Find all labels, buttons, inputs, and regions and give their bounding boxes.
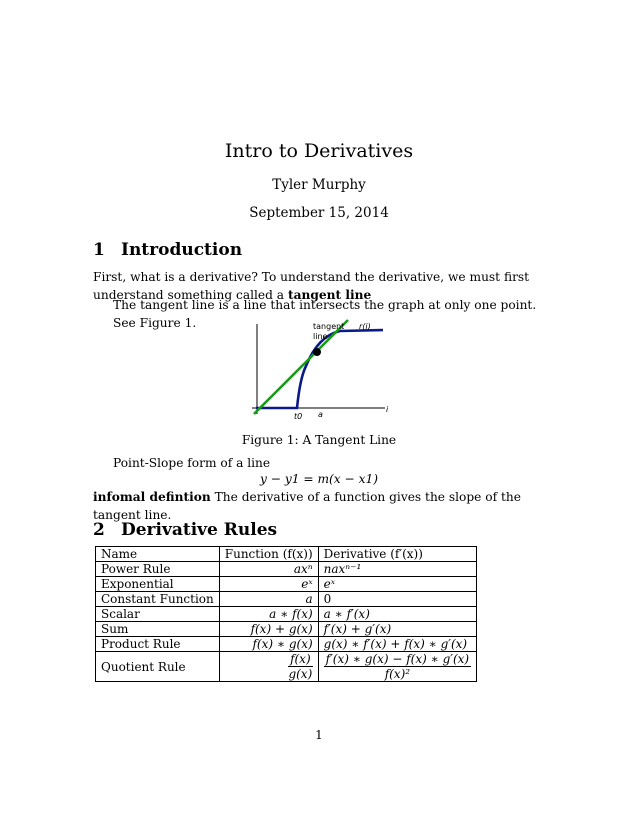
rule-name: Product Rule xyxy=(96,637,220,652)
informal-definition-text: The derivative of a function gives the slope of the tangent line. xyxy=(93,490,521,522)
curve-label: r(i) xyxy=(359,322,371,331)
rule-function: a xyxy=(219,592,318,607)
derivative-rules-table xyxy=(95,546,477,682)
rule-function: axⁿ xyxy=(219,562,318,577)
table-row xyxy=(96,592,477,607)
intro-p1-bold: tangent line xyxy=(287,288,372,302)
x-axis-label: i xyxy=(386,405,389,414)
informal-definition-label: infomal defintion xyxy=(93,490,211,504)
rule-derivative: f′(x) + g′(x) xyxy=(318,622,476,637)
informal-definition xyxy=(93,488,545,524)
rule-name: Exponential xyxy=(96,577,220,592)
intro-paragraph-2: The tangent line is a line that intersects the graph at only one point. See Figure 1. xyxy=(113,298,537,330)
fraction-denominator: g(x) xyxy=(288,667,313,681)
page-number: 1 xyxy=(315,728,323,742)
tangent-point xyxy=(313,348,321,356)
tangent-line-figure xyxy=(240,318,400,426)
rule-name: Quotient Rule xyxy=(96,652,220,682)
rule-function: f(x) ∗ g(x) xyxy=(219,637,318,652)
fraction-numerator: f′(x) ∗ g(x) − f(x) ∗ g′(x) xyxy=(325,652,470,666)
figure-caption: Figure 1: A Tangent Line xyxy=(241,433,397,447)
t0-label: t0 xyxy=(294,412,303,421)
section-title: Introduction xyxy=(121,240,243,260)
rule-function xyxy=(219,652,318,682)
rule-name: Scalar xyxy=(96,607,220,622)
table-row xyxy=(96,622,477,637)
rule-name: Sum xyxy=(96,622,220,637)
paper-date: September 15, 2014 xyxy=(249,205,389,221)
table-header-row xyxy=(96,547,477,562)
header-function: Function (f(x)) xyxy=(219,547,318,562)
rule-function: f(x) + g(x) xyxy=(219,622,318,637)
fraction-denominator: f(x)² xyxy=(384,667,411,681)
fraction-numerator: f(x) xyxy=(290,652,311,666)
table-row xyxy=(96,637,477,652)
rule-derivative: naxⁿ⁻¹ xyxy=(318,562,476,577)
rule-derivative xyxy=(318,652,476,682)
derivative-fraction xyxy=(324,652,471,681)
table-row xyxy=(96,562,477,577)
tangent-line xyxy=(254,320,348,414)
rule-derivative: eˣ xyxy=(318,577,476,592)
point-slope-label: Point-Slope form of a line xyxy=(113,456,271,470)
rule-name: Constant Function xyxy=(96,592,220,607)
rule-name: Power Rule xyxy=(96,562,220,577)
header-derivative: Derivative (f′(x)) xyxy=(318,547,476,562)
paper-author: Tyler Murphy xyxy=(272,177,366,193)
rule-derivative: a ∗ f′(x) xyxy=(318,607,476,622)
rule-function: eˣ xyxy=(219,577,318,592)
intro-p1-text: First, what is a derivative? To understand the derivative, we must first understand something called a xyxy=(93,270,530,302)
section-title: Derivative Rules xyxy=(121,520,278,540)
header-name: Name xyxy=(96,547,220,562)
rule-derivative: g(x) ∗ f′(x) + f(x) ∗ g′(x) xyxy=(318,637,476,652)
section-heading-derivative-rules xyxy=(93,520,277,540)
section-heading-introduction xyxy=(93,240,242,260)
point-slope-equation: y − y1 = m(x − x1) xyxy=(260,472,378,486)
table-row xyxy=(96,652,477,682)
paper-title: Intro to Derivatives xyxy=(224,140,414,162)
curve-r-of-i xyxy=(256,330,383,408)
section-number: 1 xyxy=(93,240,105,260)
table-row xyxy=(96,607,477,622)
rule-function: a ∗ f(x) xyxy=(219,607,318,622)
rule-derivative: 0 xyxy=(318,592,476,607)
function-fraction xyxy=(288,652,313,681)
tangent-label-2: line xyxy=(313,332,328,341)
table-row xyxy=(96,577,477,592)
tangent-label-1: tangent xyxy=(313,322,345,331)
section-number: 2 xyxy=(93,520,105,540)
a-label: a xyxy=(318,410,323,419)
